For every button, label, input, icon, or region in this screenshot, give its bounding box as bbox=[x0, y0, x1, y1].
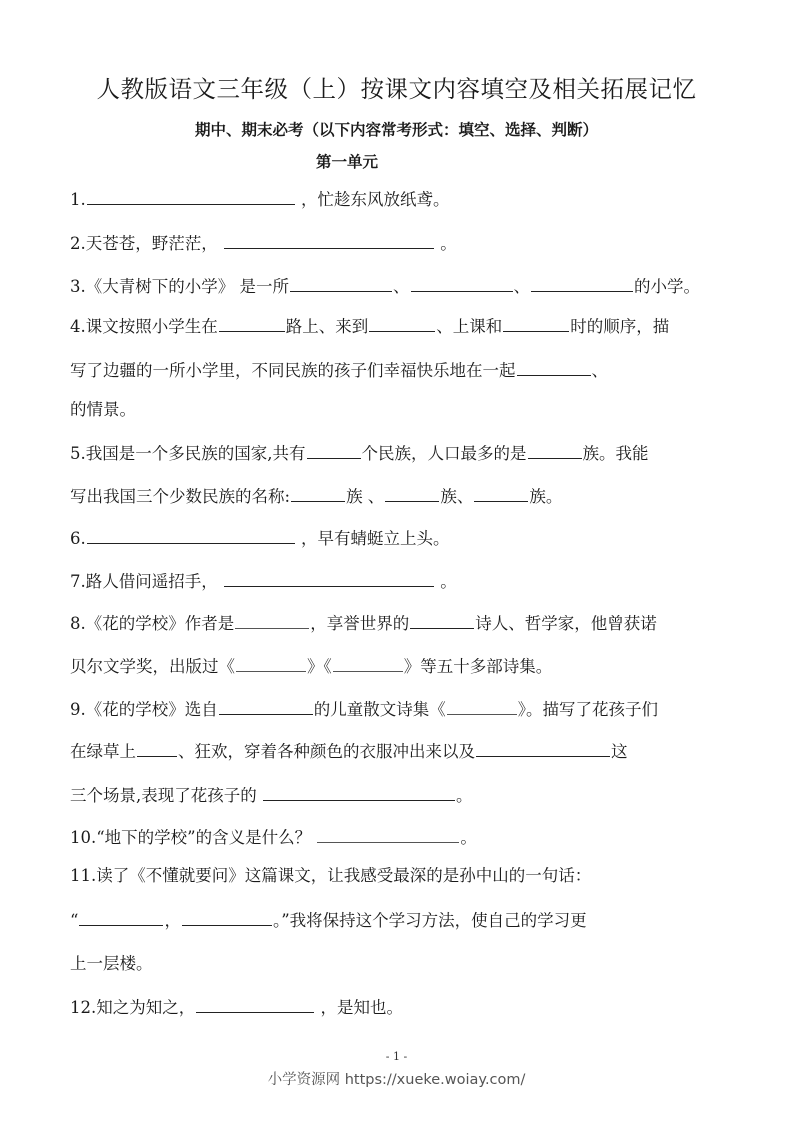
fill-blank[interactable] bbox=[79, 907, 163, 926]
fill-blank[interactable] bbox=[503, 313, 569, 332]
fill-blank[interactable] bbox=[528, 440, 582, 459]
question-text: 族 、 bbox=[346, 487, 385, 506]
question-text: 。 bbox=[440, 572, 457, 591]
question-8-line-1 bbox=[70, 610, 657, 636]
unit-heading: 第一单元 bbox=[316, 152, 379, 171]
page-title: 人教版语文三年级（上）按课文内容填空及相关拓展记忆 bbox=[96, 75, 697, 103]
question-text: 。 bbox=[456, 786, 473, 805]
question-4-line-3 bbox=[70, 398, 136, 422]
question-text: 个民族，人口最多的是 bbox=[361, 444, 527, 463]
question-6 bbox=[70, 525, 450, 551]
fill-blank[interactable] bbox=[219, 313, 285, 332]
page-number: - 1 - bbox=[385, 1050, 408, 1063]
fill-blank[interactable] bbox=[137, 738, 177, 757]
question-text: 4.课文按照小学生在 bbox=[70, 317, 218, 336]
question-text: 的小学。 bbox=[634, 277, 700, 296]
question-text: 贝尔文学奖，出版过《 bbox=[70, 657, 235, 676]
question-text: 3.《大青树下的小学》 是一所 bbox=[70, 277, 289, 296]
fill-blank[interactable] bbox=[263, 782, 455, 801]
question-3 bbox=[70, 273, 700, 299]
question-text: 上一层楼。 bbox=[70, 954, 153, 973]
question-4-line-1 bbox=[70, 313, 669, 339]
question-text: 》。描写了花孩子们 bbox=[517, 700, 658, 719]
question-text: 的儿童散文诗集《 bbox=[313, 700, 446, 719]
fill-blank[interactable] bbox=[385, 483, 439, 502]
fill-blank[interactable] bbox=[411, 273, 513, 292]
separator: 、 bbox=[513, 277, 530, 296]
fill-blank[interactable] bbox=[307, 440, 361, 459]
fill-blank[interactable] bbox=[235, 610, 309, 629]
question-text: 三个场景,表现了花孩子的 bbox=[70, 786, 262, 805]
question-9-line-3 bbox=[70, 782, 473, 808]
question-text: 写了边疆的一所小学里，不同民族的孩子们幸福快乐地在一起 bbox=[70, 361, 516, 380]
question-text: 、 bbox=[591, 361, 608, 380]
question-text: ，是知也。 bbox=[320, 998, 403, 1017]
question-2 bbox=[70, 230, 457, 256]
fill-blank[interactable] bbox=[196, 994, 314, 1013]
fill-blank[interactable] bbox=[410, 610, 474, 629]
fill-blank[interactable] bbox=[224, 568, 434, 587]
question-text: 诗人、哲学家，他曾获诺 bbox=[475, 614, 657, 633]
question-text: 、狂欢，穿着各种颜色的衣服冲出来以及 bbox=[178, 742, 475, 761]
question-5-line-1 bbox=[70, 440, 649, 466]
fill-blank[interactable] bbox=[224, 230, 434, 249]
page-subtitle: 期中、期末必考（以下内容常考形式：填空、选择、判断） bbox=[194, 120, 598, 139]
fill-blank[interactable] bbox=[447, 696, 517, 715]
question-11-line-1 bbox=[70, 864, 591, 888]
question-text: 7.路人借问遥招手， bbox=[70, 572, 218, 591]
question-text: 族。我能 bbox=[582, 444, 649, 463]
question-5-line-2 bbox=[70, 483, 562, 509]
question-12 bbox=[70, 994, 403, 1020]
question-text: 的情景。 bbox=[70, 400, 136, 419]
question-text: 5.我国是一个多民族的国家,共有 bbox=[70, 444, 306, 463]
question-text: 这 bbox=[611, 742, 628, 761]
fill-blank[interactable] bbox=[317, 824, 459, 843]
question-7 bbox=[70, 568, 457, 594]
question-text: 》《 bbox=[307, 657, 332, 676]
question-8-line-2 bbox=[70, 653, 552, 679]
fill-blank[interactable] bbox=[476, 738, 610, 757]
question-text: 。 bbox=[460, 828, 477, 847]
fill-blank[interactable] bbox=[531, 273, 633, 292]
fill-blank[interactable] bbox=[290, 273, 392, 292]
question-text: 12.知之为知之， bbox=[70, 998, 196, 1017]
fill-blank[interactable] bbox=[236, 653, 306, 672]
fill-blank[interactable] bbox=[333, 653, 403, 672]
question-text: 写出我国三个少数民族的名称: bbox=[70, 487, 291, 506]
question-4-line-2 bbox=[70, 357, 608, 383]
fill-blank[interactable] bbox=[369, 313, 435, 332]
site-watermark: 小学资源网 https://xueke.woiay.com/ bbox=[267, 1072, 526, 1088]
question-text: 时的顺序，描 bbox=[570, 317, 670, 336]
question-11-line-3 bbox=[70, 952, 153, 976]
question-text: 在绿草上 bbox=[70, 742, 136, 761]
question-text: 9.《花的学校》选自 bbox=[70, 700, 218, 719]
separator: 、 bbox=[393, 277, 410, 296]
fill-blank[interactable] bbox=[291, 483, 345, 502]
question-text: 》等五十多部诗集。 bbox=[403, 657, 553, 676]
question-text: 10.“地下的学校”的含义是什么？ bbox=[70, 828, 317, 847]
question-text: 。”我将保持这个学习方法，使自己的学习更 bbox=[272, 911, 587, 930]
question-10 bbox=[70, 824, 477, 850]
fill-blank[interactable] bbox=[182, 907, 272, 926]
question-text: 2.天苍苍，野茫茫， bbox=[70, 234, 218, 253]
question-text: 族。 bbox=[529, 487, 563, 506]
question-text: ，忙趁东风放纸鸢。 bbox=[301, 190, 450, 209]
fill-blank[interactable] bbox=[219, 696, 313, 715]
question-text: 8.《花的学校》作者是 bbox=[70, 614, 235, 633]
question-9-line-1 bbox=[70, 696, 658, 722]
question-9-line-2 bbox=[70, 738, 628, 764]
fill-blank[interactable] bbox=[87, 525, 295, 544]
question-text: “ bbox=[70, 911, 79, 930]
fill-blank[interactable] bbox=[474, 483, 528, 502]
question-text: ， bbox=[164, 911, 181, 930]
question-text: 路上、来到 bbox=[285, 317, 369, 336]
question-text: 、上课和 bbox=[436, 317, 503, 336]
question-11-line-2 bbox=[70, 907, 587, 933]
fill-blank[interactable] bbox=[517, 357, 591, 376]
question-number: 6. bbox=[70, 529, 86, 548]
question-text: 族、 bbox=[440, 487, 474, 506]
question-text: 11.读了《不懂就要问》这篇课文，让我感受最深的是孙中山的一句话： bbox=[70, 866, 592, 885]
question-text: ，享誉世界的 bbox=[310, 614, 410, 633]
question-number: 1. bbox=[70, 190, 86, 209]
question-1 bbox=[70, 186, 450, 212]
question-text: ，早有蜻蜓立上头。 bbox=[301, 529, 450, 548]
question-text: 。 bbox=[440, 234, 457, 253]
fill-blank[interactable] bbox=[87, 186, 295, 205]
